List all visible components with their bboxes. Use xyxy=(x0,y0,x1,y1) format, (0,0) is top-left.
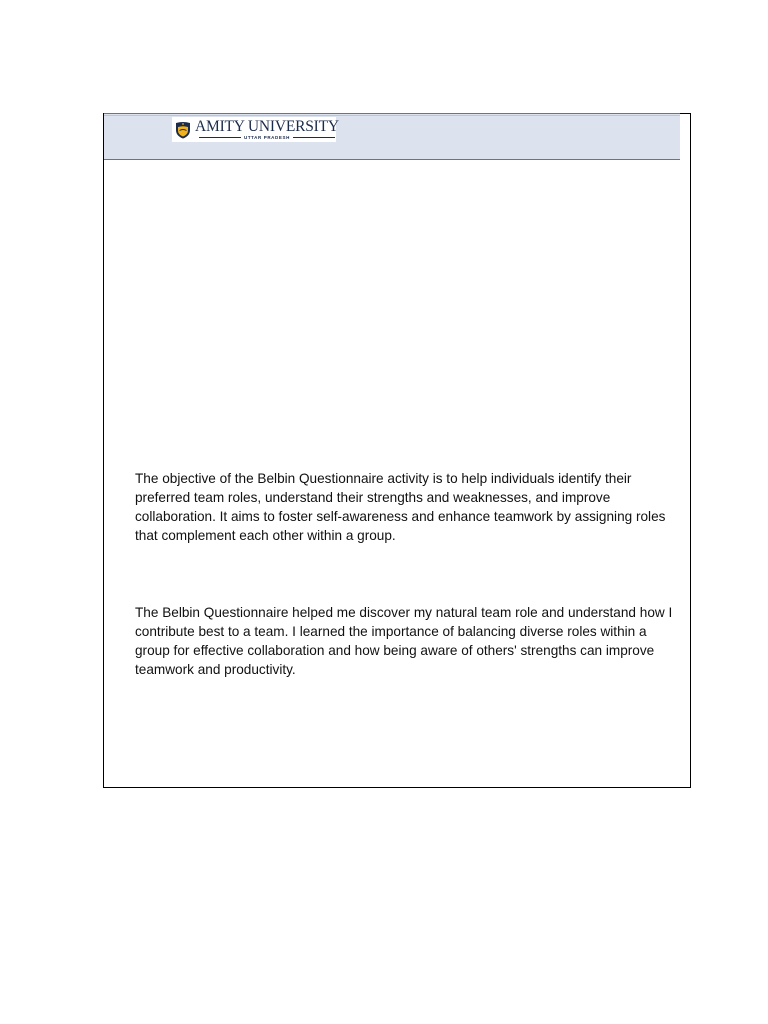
logo-wordmark xyxy=(195,119,339,140)
logo-rule-right xyxy=(293,137,335,138)
objective-paragraph: The objective of the Belbin Questionnaire activity is to help individuals identify their preferred team roles, understand their strengths and weaknesses, and improve collaboration. It aims to foster self-awareness and enhance teamwork by assigning roles that complement each other within a group. xyxy=(135,471,666,543)
logo-rule-left xyxy=(199,137,241,138)
logo-subtitle-row xyxy=(199,136,335,141)
amity-university-logo xyxy=(172,117,339,142)
university-shield-icon xyxy=(175,121,191,139)
reflection-paragraph: The Belbin Questionnaire helped me discover my natural team role and understand how I contribute best to a team. I learned the importance of balancing diverse roles within a group for effective collaboration and how being aware of others' strengths can improve teamwork and productivity. xyxy=(135,605,673,677)
logo-subtitle: UTTAR PRADESH xyxy=(243,134,290,140)
logo-university-name: AMITY UNIVERSITY xyxy=(195,118,339,135)
page-frame xyxy=(103,113,691,788)
